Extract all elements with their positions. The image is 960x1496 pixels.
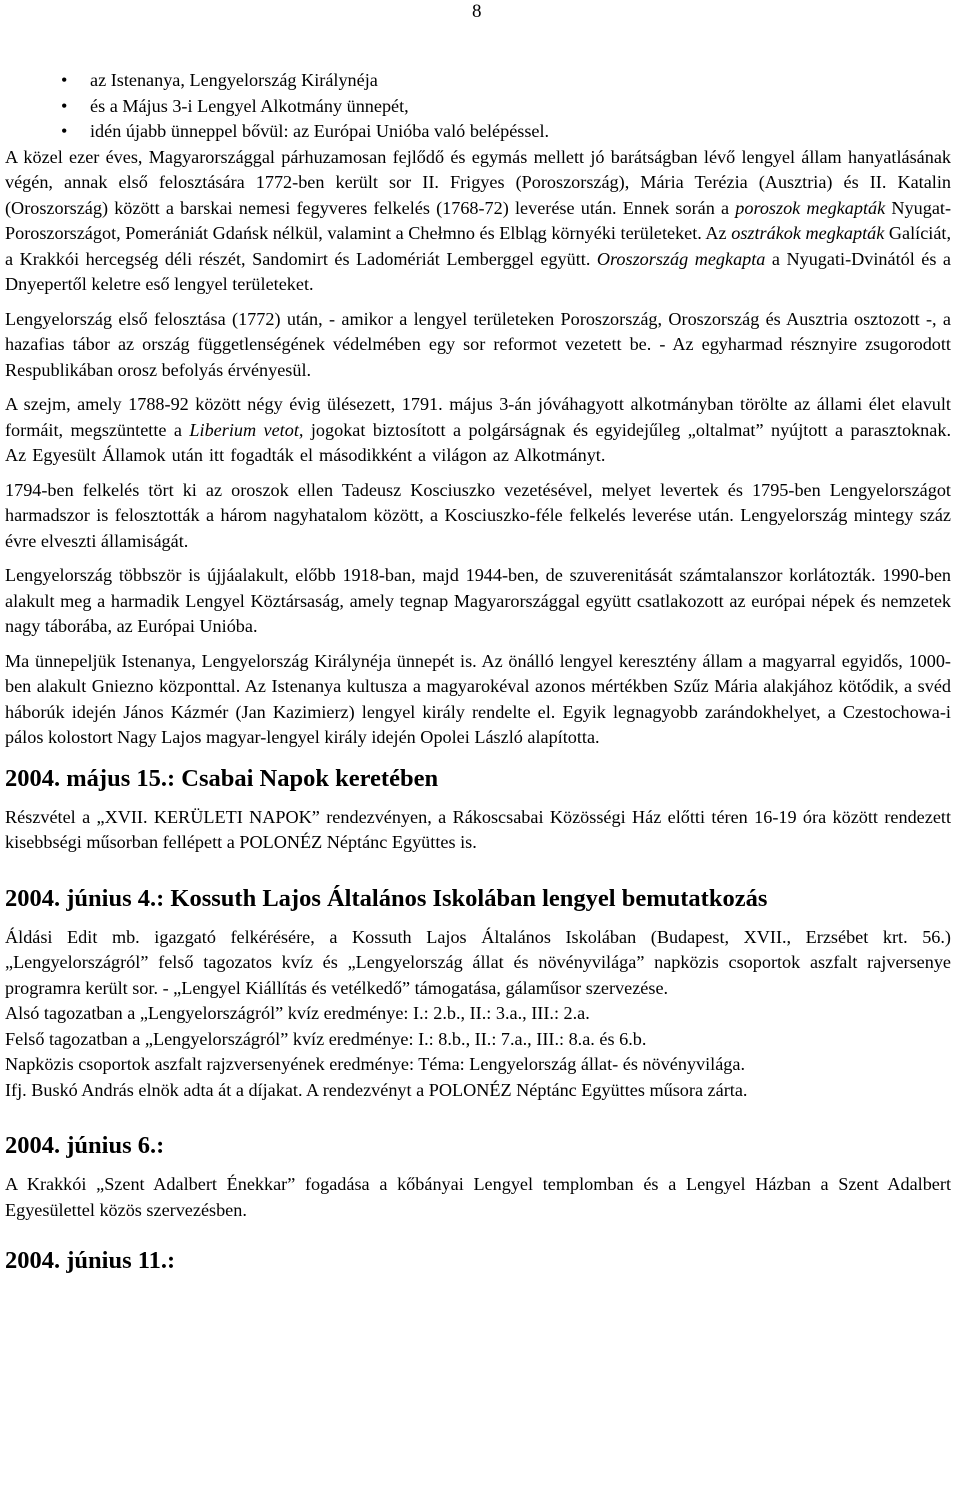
paragraph-constitution [5,392,951,469]
italic-run: poroszok megkapták [735,197,886,218]
paragraph-june-6: A Krakkói „Szent Adalbert Énekkar” fogadása a kőbányai Lengyel templomban és a Lengyel Házban a Szent Adalbert Egyesülettel közös szervezésben. [5,1174,951,1220]
result-line: Napközis csoportok aszfalt rajzversenyének eredménye: Téma: Lengyelország állat- és növényvilága. [5,1054,745,1074]
text-run: A szejm, amely 1788-92 között négy évig ülésezett, 1791. május 3-án jóváhagyott alkotmányban törölte az állami élet elavult formáit, megszüntette a [5,394,951,440]
text-run: Nyugat-Poroszországot, Pomerániát Gdańsk nélkül, valamint a Chełmno és Elbląg környéki területeket. Az [5,197,951,243]
paragraph-celebration: Ma ünnepeljük Istenanya, Lengyelország Királynéja ünnepét is. Az önálló lengyel keresztény állam a magyarral egyidős, 1000-ben alakult Gniezno központtal. Az Istenanya kultusza a magyarokéval azonos mértékben Szűz Mária alakjához kötődik, a svéd háborúk idején János Kázmér (Jan Kazimierz) lengyel király rendelte el. Egyik legnagyobb zarándokhelyet, a Czestochowa-i pálos kolostort Nagy Lajos magyar-lengyel király idején Opolei László alapította. [5,650,951,747]
paragraph-csabai: Részvétel a „XVII. KERÜLETI NAPOK” rendezvényen, a Rákoscsabai Közösségi Ház előtti téren 16-19 óra között rendezett kisebbségi műsorban fellépett a POLONÉZ Néptánc Együttes is. [5,806,951,852]
bullet-list [5,68,951,145]
bullet-item: • az Istenanya, Lengyelország Királynéja [5,68,951,94]
result-line: Alsó tagozatban a „Lengyelországról” kvíz eredménye: I.: 2.b., II.: 3.a., III.: 2.a. [5,1003,590,1023]
section-heading-june-11: 2004. június 11.: [5,1247,176,1274]
paragraph-first-partition [5,145,951,298]
document-body [5,68,951,1277]
paragraph-reforms: Lengyelország első felosztása (1772) után, - amikor a lengyel területeken Poroszország, Oroszország és Ausztria osztozott -, a hazafias tábor az ország függetlenségének védelmében egy sor reformot vezetett be. - Az egyharmad résznyire zsugorodott Respublikában orosz befolyás érvényesül. [5,308,951,380]
bullet-item: • és a Május 3-i Lengyel Alkotmány ünnepét, [5,94,951,120]
section-heading-june-6: 2004. június 6.: [5,1132,165,1159]
bullet-item: • idén újabb ünneppel bővül: az Európai Unióba való belépéssel. [5,119,951,145]
section-heading-csabai: 2004. május 15.: Csabai Napok keretében [5,764,439,792]
paragraph-kossuth: Áldási Edit mb. igazgató felkérésére, a Kossuth Lajos Általános Iskolában (Budapest, XVII., Erzsébet krt. 56.) „Lengyelországról” felső tagozatos kvíz és „Lengyelország állat és növényvilága” napközis csoportok aszfalt rajversenye programra került sor. - „Lengyel Kiállítás és vetélkedő” támogatása, gálaműsor szervezése. [5,926,951,998]
italic-run: Oroszország megkapta [596,248,766,269]
text-run: jogokat biztosított a polgárságnak és egyidejűleg „oltalmat” nyújtott a parasztoknak. Az Egyesült Államok után itt fogadták el másodikként a világon az Alkotmányt. [5,419,951,465]
italic-run: Liberium vetot, [189,419,304,440]
text-run: A közel ezer éves, Magyarországgal párhuzamosan fejlődő és egymás mellett jó barátságban lévő lengyel állam hanyatlásának végén, annak első felosztására 1772-ben került sor II. Frigyes (Poroszország), Mária Terézia (Ausztria) és II. Katalin (Oroszország) között a barskai nemesi fegyveres felkelés (1768-72) leverése után. Ennek során a [5,146,951,218]
section-heading-kossuth: 2004. június 4.: Kossuth Lajos Általános Iskolában lengyel bemutatkozás [5,884,768,912]
paragraph-independence: Lengyelország többször is újjáalakult, előbb 1918-ban, majd 1944-ben, de szuverenitását számtalanszor korlátozták. 1990-ben alakult meg a harmadik Lengyel Köztársaság, amely tegnap Magyarországgal együtt csatlakozott az európai népek és nemzetek nagy táborába, az Európai Unióba. [5,565,951,636]
text-run: Galíciát, a Krakkói hercegség déli részét, Sandomirt és Ladomériát Lemberggel együtt. [5,223,951,269]
italic-run: osztrákok megkapták [731,223,885,243]
page-number: 8 [472,1,482,22]
result-line: Ifj. Buskó András elnök adta át a díjakat. A rendezvényt a POLONÉZ Néptánc Együttes műsora zárta. [5,1079,748,1100]
text-run: a Nyugati-Dvinától és a Dnyepertől keletre eső lengyel területeket. [5,248,951,294]
paragraph-uprising: 1794-ben felkelés tört ki az oroszok ellen Tadeusz Kosciuszko vezetésével, melyet levertek és 1795-ben Lengyelországot harmadszor is felosztották a három nagyhatalom között, a Kosciuszko-féle felkelés leverése után. Lengyelország mintegy száz évre elveszti államiságát. [5,479,951,551]
result-line: Felső tagozatban a „Lengyelországról” kvíz eredménye: I.: 8.b., II.: 7.a., III.: 8.a. és 6.b. [5,1028,647,1049]
